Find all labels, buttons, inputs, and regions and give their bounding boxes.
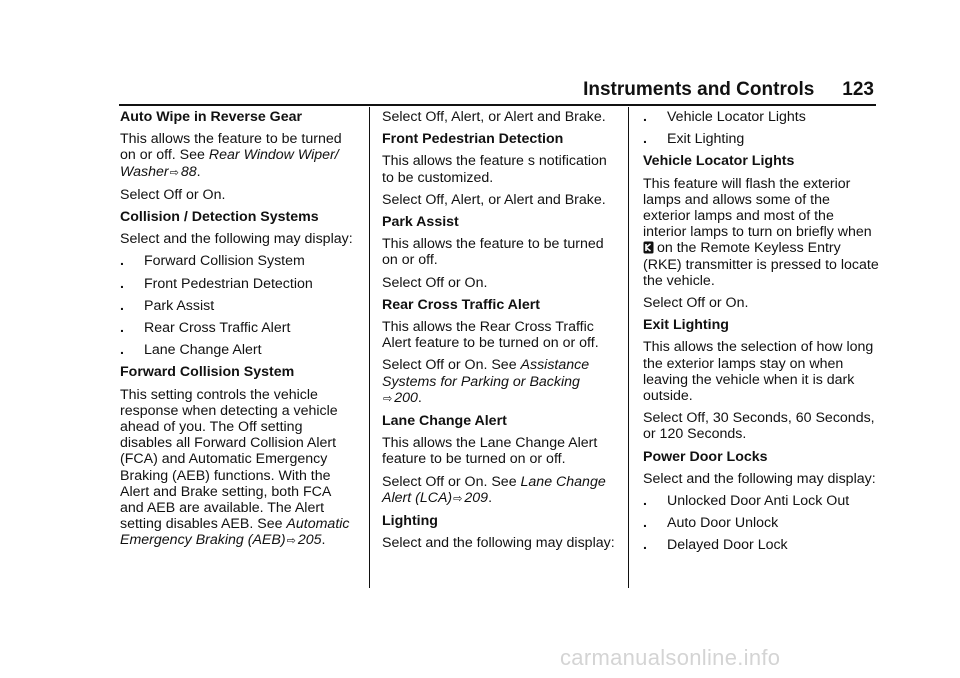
list-item (120, 253, 356, 269)
paragraph: This allows the feature s notification to be customized. (382, 153, 607, 186)
bullet: . (643, 515, 647, 532)
bullet: . (120, 320, 124, 337)
paragraph: Select and the following may display: (643, 470, 876, 487)
section-title: Instruments and Controls (583, 79, 815, 100)
paragraph: Select and the following may display: (120, 231, 353, 248)
heading-collision: Collision / Detection Systems (120, 209, 319, 226)
header-rule (119, 104, 876, 106)
page-arrow-icon: ⇨ (383, 391, 393, 405)
paragraph: This allows the Lane Change Alert feature to be turned on or off. (382, 435, 598, 468)
list-item-label: Auto Door Unlock (667, 515, 779, 532)
list-item-label: Front Pedestrian Detection (144, 275, 313, 292)
heading-fcs: Forward Collision System (120, 364, 295, 381)
list-item-label: Forward Collision System (144, 253, 305, 270)
page-number: 123 (842, 79, 874, 100)
list-item (120, 276, 356, 292)
key-fob-unlock-icon (643, 241, 654, 254)
list-item-label: Rear Cross Traffic Alert (144, 320, 291, 337)
list-item (643, 493, 879, 509)
list-item (643, 109, 879, 125)
text: This setting controls the vehicle response when detecting a vehicle ahead of you. The Off setting disables all Forward Collision Alert (FCA) and Automatic Emergency Braking (AEB) functions. With the Alert and Brake setting, both FCA and AEB are available. The Alert setting disables AEB. See (120, 386, 338, 533)
reference-title: Assistance Systems for Parking or Backing (382, 357, 590, 390)
column-divider (369, 107, 370, 588)
paragraph: Select Off, Alert, or Alert and Brake. (382, 109, 606, 125)
heading-exit-lighting: Exit Lighting (643, 317, 729, 334)
list-item (120, 298, 356, 314)
watermark: carmanualsonline.info (560, 645, 781, 670)
page-arrow-icon: ⇨ (169, 165, 179, 179)
paragraph: This setting controls the vehicle response when detecting a vehicle ahead of you. The Off setting disables all Forward Collision Alert (FCA) and Automatic Emergency Braking (AEB) functions. With the Alert and Brake setting, both FCA and AEB are available. The Alert setting disables AEB. See Automatic Emergency Braking (AEB)⇨ 205. (120, 386, 350, 549)
heading-lca: Lane Change Alert (382, 413, 507, 430)
paragraph: Select Off or On. (643, 295, 749, 312)
list-item-label: Park Assist (144, 297, 215, 314)
heading-vll: Vehicle Locator Lights (643, 153, 795, 170)
paragraph: Select Off or On. See Lane Change Alert (LCA)⇨ 209. (382, 473, 606, 506)
bullet: . (120, 275, 124, 292)
page-header (583, 79, 874, 101)
text: This allows the feature to be turned on or off. See (120, 131, 342, 164)
reference-page: 88 (180, 163, 197, 180)
list-item (120, 320, 356, 336)
bullet: . (120, 297, 124, 314)
heading-park-assist: Park Assist (382, 214, 459, 231)
column-3 (643, 109, 879, 560)
list-item-label: Vehicle Locator Lights (667, 109, 806, 125)
page-arrow-icon: ⇨ (286, 534, 296, 548)
bullet: . (643, 493, 647, 510)
heading-fpd: Front Pedestrian Detection (382, 131, 564, 148)
list-item (643, 515, 879, 531)
paragraph: This allows the feature to be turned on or off. (382, 236, 604, 269)
paragraph (643, 176, 879, 289)
bullet: . (643, 537, 647, 554)
text: Select Off or On. See (382, 357, 521, 374)
list-item (643, 537, 879, 553)
list-item-label: Lane Change Alert (144, 342, 262, 359)
paragraph: This allows the Rear Cross Traffic Alert feature to be turned on or off. (382, 319, 599, 352)
list-item-label: Delayed Door Lock (667, 537, 788, 554)
reference-page: 200 (394, 389, 418, 406)
reference-title: Rear Window Wiper/ Washer (120, 147, 339, 180)
paragraph: Select Off, Alert, or Alert and Brake. (382, 191, 606, 208)
text: This feature will flash the exterior lamps and allows some of the exterior lamps and most of the interior lamps to turn on briefly when (643, 175, 872, 241)
paragraph: This allows the feature to be turned on or off. See Rear Window Wiper/ Washer⇨ 88. (120, 131, 342, 180)
heading-rcta: Rear Cross Traffic Alert (382, 296, 540, 313)
bullet: . (643, 109, 647, 125)
bullet: . (120, 253, 124, 270)
list-item (120, 342, 356, 358)
list-item (643, 131, 879, 147)
text: Select Off or On. See (382, 473, 521, 490)
paragraph: This allows the selection of how long the exterior lamps stay on when leaving the vehicle when it is dark outside. (643, 339, 874, 405)
heading-auto-wipe: Auto Wipe in Reverse Gear (120, 109, 302, 125)
page-arrow-icon: ⇨ (453, 491, 463, 505)
paragraph: Select Off, 30 Seconds, 60 Seconds, or 120 Seconds. (643, 410, 875, 443)
text: on the Remote Keyless Entry (RKE) transmitter is pressed to locate the vehicle. (643, 240, 879, 289)
reference-title: Lane Change Alert (LCA) (382, 473, 606, 506)
reference-page: 209 (464, 489, 489, 506)
paragraph: Select Off or On. See Assistance Systems for Parking or Backing ⇨ 200. (382, 357, 590, 406)
reference-title: Automatic Emergency Braking (AEB) (120, 516, 350, 549)
column-divider (628, 107, 629, 588)
paragraph: Select Off or On. (382, 274, 488, 291)
column-1 (120, 109, 356, 556)
heading-power-door-locks: Power Door Locks (643, 448, 768, 465)
bullet: . (120, 342, 124, 359)
heading-lighting: Lighting (382, 513, 438, 530)
reference-page: 205 (297, 532, 322, 549)
list-item-label: Unlocked Door Anti Lock Out (667, 493, 850, 510)
column-2 (382, 109, 618, 557)
list-item-label: Exit Lighting (667, 131, 745, 148)
bullet: . (643, 131, 647, 148)
paragraph: Select and the following may display: (382, 535, 615, 552)
paragraph: Select Off or On. (120, 186, 226, 203)
